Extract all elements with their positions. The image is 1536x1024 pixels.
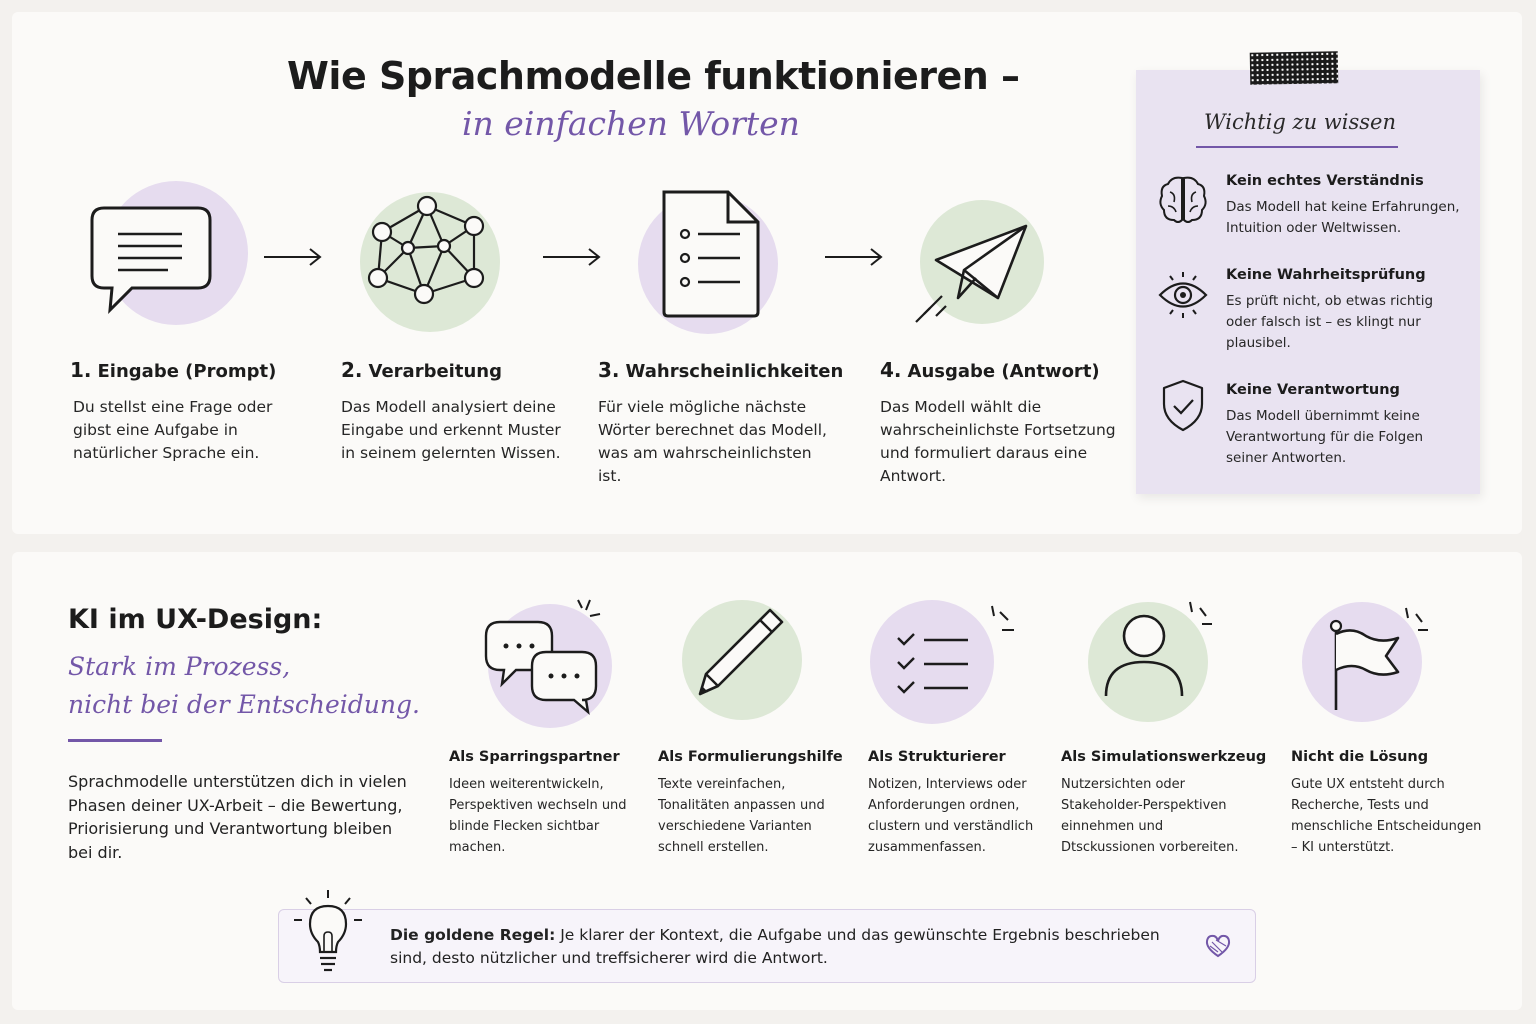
checklist-icon (862, 594, 1022, 734)
use-4-desc: Nutzersichten oder Stakeholder-Perspektiven einnehmen und Dtsckussionen vorbereiten. (1061, 777, 1239, 855)
step-1-title: 1. Eingabe (Prompt) (70, 358, 277, 382)
brain-icon (1156, 172, 1210, 226)
ux-section-underline (68, 739, 162, 742)
step-2-title: 2. Verarbeitung (341, 358, 502, 382)
note-title: Wichtig zu wissen (1204, 110, 1396, 134)
heart-icon (1204, 932, 1232, 960)
ux-section-subtitle: Stark im Prozess, nicht bei der Entscheidung. (68, 652, 420, 719)
shield-check-icon (1156, 378, 1210, 432)
ux-section-title: KI im UX-Design: (68, 604, 323, 635)
eye-icon (1156, 268, 1210, 322)
page-subtitle: in einfachen Worten (462, 104, 800, 143)
step-2-desc: Das Modell analysiert deine Eingabe und erkennt Muster in seinem gelernten Wissen. (341, 398, 561, 462)
note-item-3-title: Keine Verantwortung (1226, 382, 1400, 398)
arrow-right-icon (541, 247, 603, 267)
use-1-title: Als Sparringspartner (449, 749, 620, 765)
network-icon (352, 186, 532, 336)
step-4-desc: Das Modell wählt die wahrscheinlichste Fortsetzung und formuliert daraus eine Antwort. (880, 398, 1116, 485)
use-2-title: Als Formulierungshilfe (658, 749, 843, 765)
golden-rule-text: Die goldene Regel: Je klarer der Kontext, die Aufgabe und das gewünschte Ergebnis beschrieben sind, desto nützlicher und treffsicherer wird die Antwort. (390, 926, 1160, 967)
document-list-icon (628, 186, 808, 336)
step-4-title: 4. Ausgabe (Antwort) (880, 358, 1100, 382)
note-item-1-title: Kein echtes Verständnis (1226, 173, 1424, 189)
person-icon (1076, 596, 1236, 736)
use-5-desc: Gute UX entsteht durch Recherche, Tests und menschliche Entscheidungen – KI unterstützt. (1291, 777, 1482, 855)
page-title: Wie Sprachmodelle funktionieren – (287, 54, 1020, 98)
use-3-title: Als Strukturierer (868, 749, 1006, 765)
use-1-desc: Ideen weiterentwickeln, Perspektiven wechseln und blinde Flecken sichtbar machen. (449, 777, 627, 855)
note-item-1-desc: Das Modell hat keine Erfahrungen, Intuition oder Weltwissen. (1226, 199, 1460, 236)
note-title-underline (1196, 146, 1398, 148)
note-item-3-desc: Das Modell übernimmt keine Verantwortung für die Folgen seiner Antworten. (1226, 408, 1424, 466)
step-3-title: 3. Wahrscheinlichkeiten (598, 358, 844, 382)
step-1-desc: Du stellst eine Frage oder gibst eine Aufgabe in natürlicher Sprache ein. (73, 398, 273, 462)
note-item-2-desc: Es prüft nicht, ob etwas richtig oder falsch ist – es klingt nur plausibel. (1226, 293, 1434, 351)
step-3-desc: Für viele mögliche nächste Wörter berechnet das Modell, was am wahrscheinlichsten ist. (598, 398, 827, 485)
chat-bubble-icon (80, 178, 260, 328)
tape-decoration (1250, 51, 1339, 85)
pencil-icon (676, 596, 836, 736)
use-5-title: Nicht die Lösung (1291, 749, 1429, 765)
use-2-desc: Texte vereinfachen, Tonalitäten anpassen und verschiedene Varianten schnell erstellen. (658, 777, 825, 855)
speech-bubbles-icon (470, 594, 630, 734)
arrow-right-icon (823, 247, 885, 267)
lightbulb-icon (290, 888, 366, 978)
flag-icon (1294, 600, 1454, 740)
use-4-title: Als Simulationswerkzeug (1061, 749, 1267, 765)
arrow-right-icon (262, 247, 324, 267)
paper-plane-icon (906, 186, 1086, 336)
note-item-2-title: Keine Wahrheitsprüfung (1226, 267, 1426, 283)
ux-section-desc: Sprachmodelle unterstützen dich in vielen Phasen deiner UX-Arbeit – die Bewertung, Priorisierung und Verantwortung bleiben bei dir. (68, 772, 407, 862)
use-3-desc: Notizen, Interviews oder Anforderungen ordnen, clustern und verständlich zusammenfassen. (868, 777, 1034, 855)
